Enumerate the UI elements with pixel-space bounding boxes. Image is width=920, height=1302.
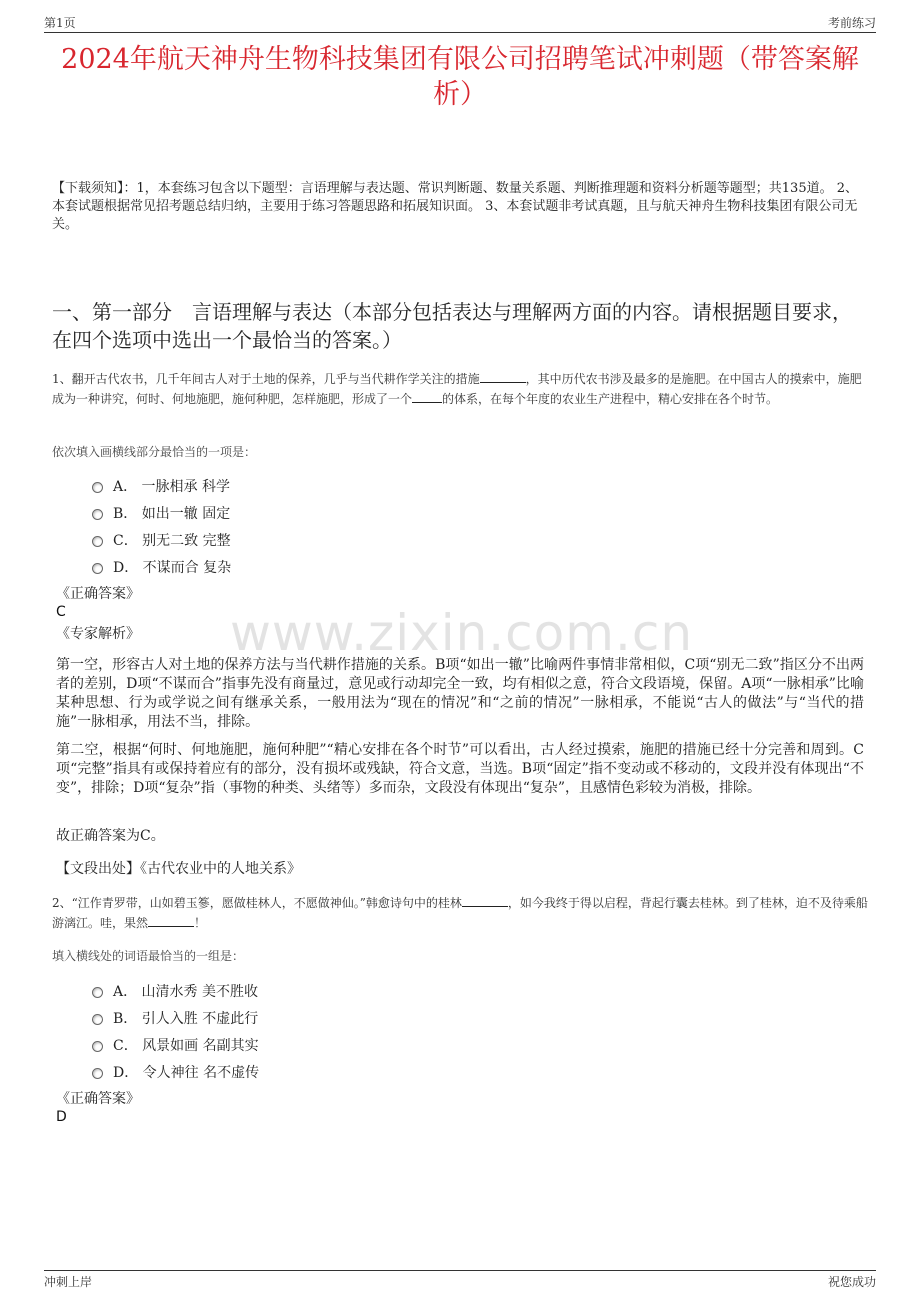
option-label: C． 风景如画 名副其实 <box>113 1037 259 1054</box>
option-c[interactable] <box>92 526 231 553</box>
question-1-part-a: 1、翻开古代农书，几千年间古人对于土地的保养，几乎与当代耕作学关注的措施 <box>52 372 480 386</box>
fill-blank <box>148 914 194 927</box>
option-label: B． 引人入胜 不虚此行 <box>113 1010 259 1027</box>
option-label: A． 山清水秀 美不胜收 <box>113 983 259 1000</box>
radio-icon[interactable] <box>92 536 103 547</box>
option-label: D． 令人神往 名不虚传 <box>113 1064 260 1081</box>
watermark: www.zixin.com.cn <box>230 604 694 662</box>
page-number: 第1页 <box>44 16 76 30</box>
option-label: B． 如出一辙 固定 <box>113 505 231 522</box>
page-title: 2024年航天神舟生物科技集团有限公司招聘笔试冲刺题（带答案解析） <box>61 44 859 110</box>
analysis-label: 《专家解析》 <box>56 626 140 642</box>
radio-icon[interactable] <box>92 1041 103 1052</box>
answer-value: D <box>56 1109 67 1125</box>
option-label: D． 不谋而合 复杂 <box>113 559 232 576</box>
question-2-prompt: 填入横线处的词语最恰当的一组是： <box>52 949 245 963</box>
answer-label: 《正确答案》 <box>56 586 140 602</box>
option-b[interactable] <box>92 1004 259 1031</box>
question-2-part-b: ，如今我终于得以启程，背起行囊去桂林。到了桂林，迫不及待乘船游漓江。哇，果然 <box>52 896 868 930</box>
question-2-options <box>92 977 259 1085</box>
radio-icon[interactable] <box>92 509 103 520</box>
fill-blank <box>480 370 526 383</box>
question-1-part-c: 的体系，在每个年度的农业生产进程中，精心安排在各个时节。 <box>442 392 779 406</box>
option-d[interactable] <box>92 553 231 580</box>
question-1-prompt: 依次填入画横线部分最恰当的一项是： <box>52 445 257 459</box>
radio-icon[interactable] <box>92 1068 103 1079</box>
question-2-text <box>52 893 868 933</box>
fill-blank <box>412 390 442 403</box>
analysis-paragraph-1: 第一空，形容古人对土地的保养方法与当代耕作措施的关系。B项“如出一辙”比喻两件事情非常相似，C项“别无二致”指区分不出两者的差别，D项“不谋而合”指事先没有商量过，意见或行动却完全一致，均有相似之意，符合文段语境，保留。A项“一脉相承”比喻某种思想、行为或学说之间有继承关系，一般用法为“现在的情况”和“之前的情况”一脉相承，不能说“古人的做法”与“当代的措施”一脉相承，用法不当，排除。 <box>56 657 864 730</box>
question-1-text <box>52 369 868 409</box>
fill-blank <box>462 894 508 907</box>
question-1-options <box>92 472 231 580</box>
header-tag: 考前练习 <box>827 16 876 30</box>
page-header <box>44 14 876 33</box>
footer-right: 祝您成功 <box>827 1275 876 1289</box>
page-footer <box>44 1270 876 1290</box>
question-1-part-b: ，其中历代农书涉及最多的是施肥。在中国古人的摸索中，施肥成为一种讲究，何时、何地施肥，施何种肥，怎样施肥，形成了一个 <box>52 372 862 406</box>
radio-icon[interactable] <box>92 987 103 998</box>
radio-icon[interactable] <box>92 1014 103 1025</box>
radio-icon[interactable] <box>92 482 103 493</box>
option-c[interactable] <box>92 1031 259 1058</box>
option-label: C． 别无二致 完整 <box>113 532 231 549</box>
radio-icon[interactable] <box>92 563 103 574</box>
answer-value: C <box>56 604 66 620</box>
option-d[interactable] <box>92 1058 259 1085</box>
source-note: 【文段出处】《古代农业中的人地关系》 <box>56 861 301 877</box>
option-a[interactable] <box>92 472 231 499</box>
question-2-part-c: ！ <box>194 916 207 930</box>
download-notice: 【下载须知】：1，本套练习包含以下题型：言语理解与表达题、常识判断题、数量关系题、判断推理题和资料分析题等题型；共135道。 2、本套试题根据常见招考题总结归纳，主要用于练习答题思路和拓展知识面。 3、本套试题非考试真题，且与航天神舟生物科技集团有限公司无关。 <box>52 181 858 232</box>
option-b[interactable] <box>92 499 231 526</box>
analysis-paragraph-2: 第二空，根据“何时、何地施肥，施何种肥”“精心安排在各个时节”可以看出，古人经过摸索，施肥的措施已经十分完善和周到。C项“完整”指具有或保持着应有的部分，没有损坏或残缺，符合文意，当选。B项“固定”指不变动或不移动的，文段并没有体现出“不变”，排除；D项“复杂”指（事物的种类、头绪等）多而杂，文段没有体现出“复杂”，且感情色彩较为消极，排除。 <box>56 742 864 796</box>
option-a[interactable] <box>92 977 259 1004</box>
option-label: A． 一脉相承 科学 <box>113 478 231 495</box>
section-heading: 一、第一部分 言语理解与表达（本部分包括表达与理解两方面的内容。请根据题目要求，在四个选项中选出一个最恰当的答案。） <box>52 300 852 352</box>
question-2-part-a: 2、“江作青罗带，山如碧玉篸，愿做桂林人，不愿做神仙。”韩愈诗句中的桂林 <box>52 896 462 910</box>
analysis-conclusion: 故正确答案为C。 <box>56 828 165 844</box>
answer-label: 《正确答案》 <box>56 1091 140 1107</box>
footer-left: 冲刺上岸 <box>44 1275 93 1289</box>
